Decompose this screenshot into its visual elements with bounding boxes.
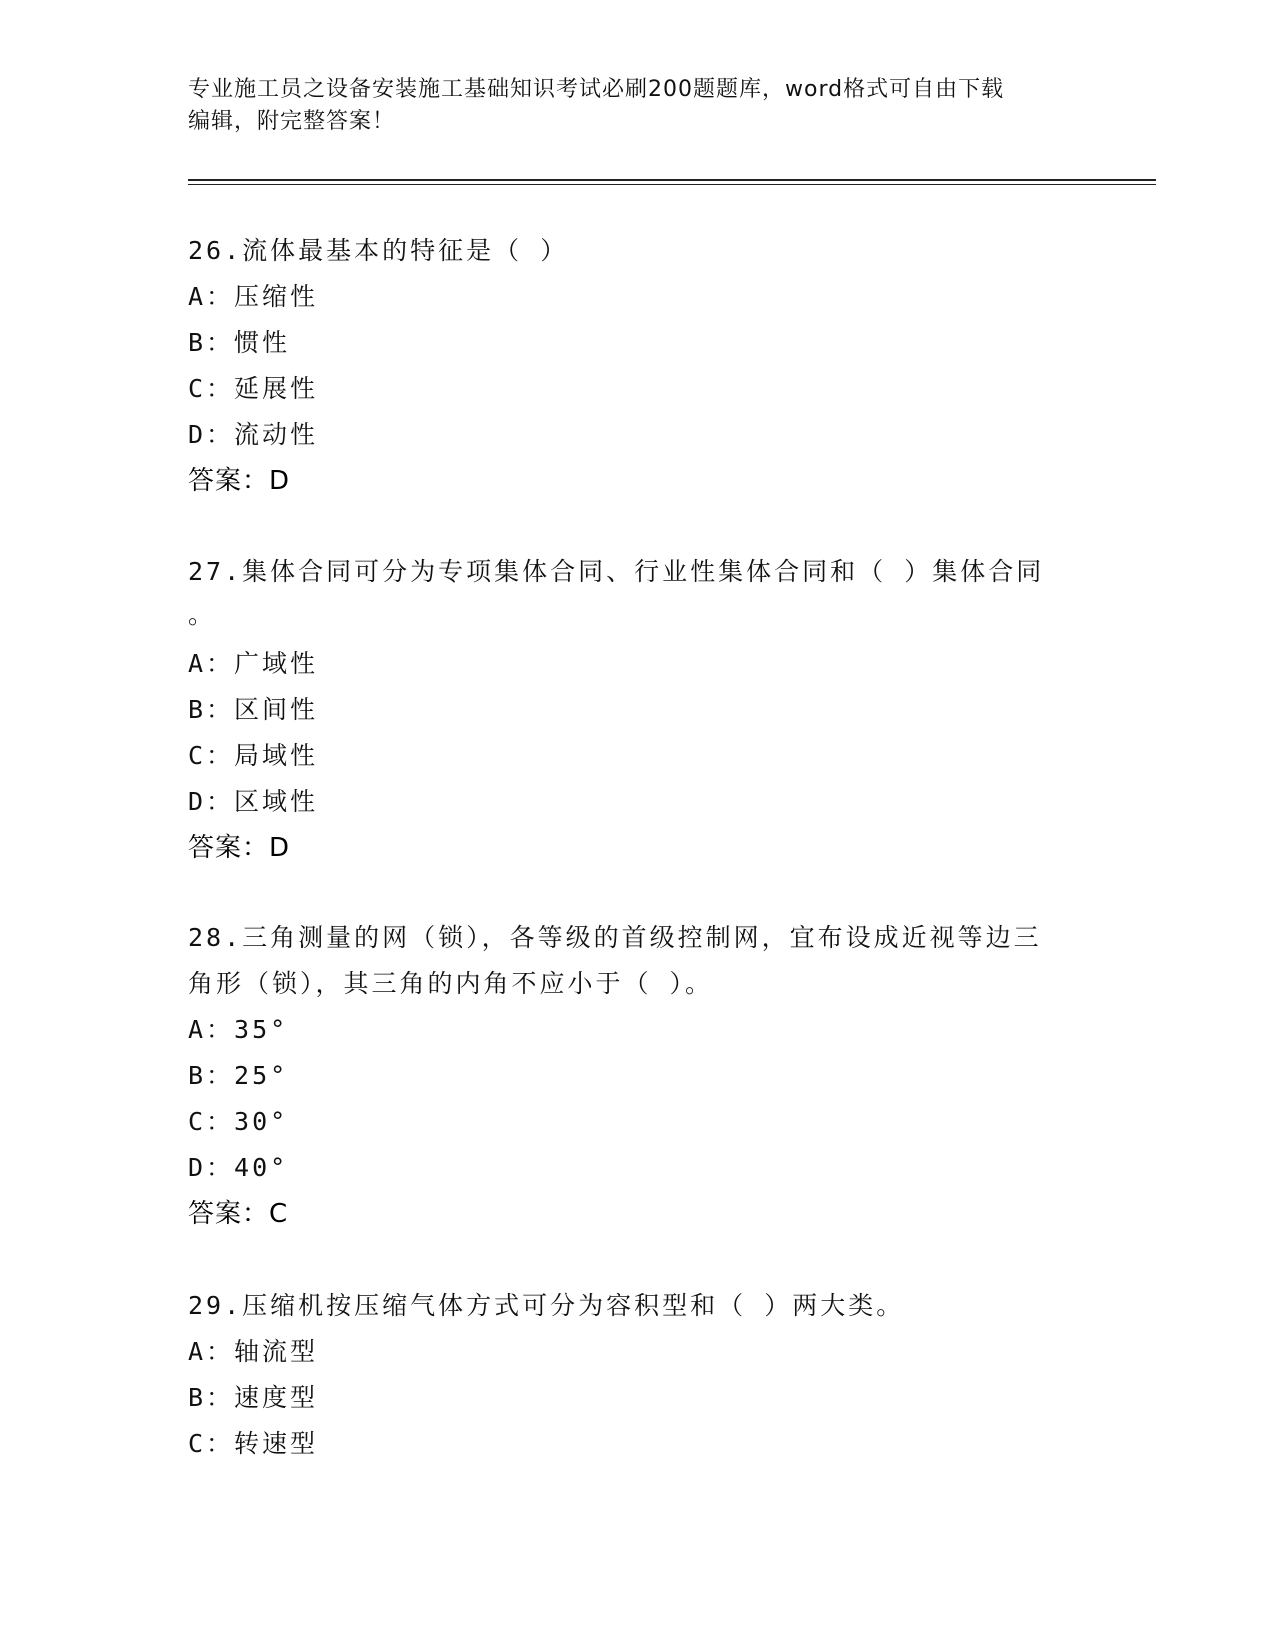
header-title-line-2: 编辑，附完整答案！ <box>188 109 396 134</box>
header-title-line-1: 专业施工员之设备安装施工基础知识考试必刷200题题库，word格式可自由下载 <box>188 77 1005 102</box>
question-stem-continuation: 角形（锁），其三角的内角不应小于（ ）。 <box>188 969 714 998</box>
option-b: B：惯性 <box>188 328 291 357</box>
answer-label: 答案：C <box>188 1199 289 1229</box>
question-stem: 26.流体最基本的特征是（ ） <box>188 236 569 265</box>
question-stem: 27.集体合同可分为专项集体合同、行业性集体合同和（ ）集体合同 <box>188 557 1045 586</box>
option-b: B：区间性 <box>188 695 319 724</box>
option-a: A：广域性 <box>188 649 319 678</box>
header-divider-thin <box>188 184 1156 185</box>
question-29 <box>188 1283 1088 1467</box>
option-b: B：25° <box>188 1061 289 1090</box>
option-c: C：30° <box>188 1107 289 1136</box>
question-stem: 29.压缩机按压缩气体方式可分为容积型和（ ）两大类。 <box>188 1291 905 1320</box>
answer-label: 答案：D <box>188 466 291 496</box>
option-c: C：延展性 <box>188 374 319 403</box>
document-header <box>188 74 1068 138</box>
option-a: A：35° <box>188 1015 289 1044</box>
option-a: A：轴流型 <box>188 1337 319 1366</box>
question-stem-continuation: 。 <box>188 600 217 629</box>
option-d: D：40° <box>188 1153 289 1182</box>
option-c: C：局域性 <box>188 741 319 770</box>
header-divider-thick <box>188 179 1156 181</box>
option-d: D：流动性 <box>188 420 319 449</box>
option-d: D：区域性 <box>188 787 319 816</box>
question-26 <box>188 228 1088 504</box>
option-b: B：速度型 <box>188 1383 319 1412</box>
question-27 <box>188 549 1088 871</box>
question-28 <box>188 915 1088 1237</box>
option-a: A：压缩性 <box>188 282 319 311</box>
answer-label: 答案：D <box>188 833 291 863</box>
option-c: C：转速型 <box>188 1429 319 1458</box>
question-stem: 28.三角测量的网（锁），各等级的首级控制网，宜布设成近视等边三 <box>188 923 1042 952</box>
